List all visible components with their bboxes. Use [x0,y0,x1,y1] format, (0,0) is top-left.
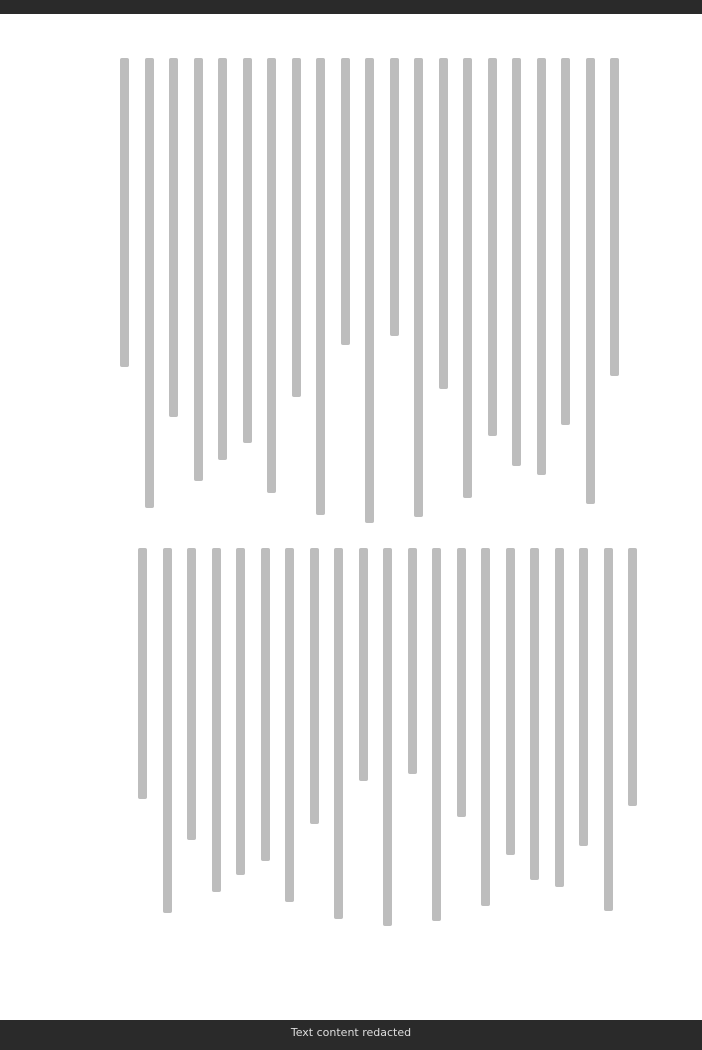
text-line-placeholder [463,58,472,498]
text-line-placeholder [212,548,221,892]
text-line-placeholder [506,548,515,855]
scan-top-border [0,0,702,14]
text-line-placeholder [334,548,343,919]
text-line-placeholder [408,548,417,774]
text-line-placeholder [120,58,129,367]
text-line-placeholder [414,58,423,517]
text-line-placeholder [604,548,613,911]
text-line-placeholder [457,548,466,817]
text-line-placeholder [163,548,172,913]
text-line-placeholder [432,548,441,921]
text-line-placeholder [628,548,637,806]
text-line-placeholder [169,58,178,417]
text-line-placeholder [341,58,350,345]
text-line-placeholder [537,58,546,475]
text-line-placeholder [138,548,147,799]
text-line-placeholder [530,548,539,880]
text-line-placeholder [439,58,448,389]
text-line-placeholder [187,548,196,840]
text-line-placeholder [243,58,252,443]
text-line-placeholder [579,548,588,846]
text-line-placeholder [236,548,245,875]
redaction-notice: Text content redacted [290,1026,412,1039]
text-line-placeholder [488,58,497,436]
text-line-placeholder [316,58,325,515]
text-line-placeholder [610,58,619,376]
text-line-placeholder [285,548,294,902]
text-line-placeholder [310,548,319,824]
text-line-placeholder [292,58,301,397]
text-line-placeholder [481,548,490,906]
text-line-placeholder [586,58,595,504]
text-line-placeholder [365,58,374,523]
text-line-placeholder [383,548,392,926]
text-line-placeholder [145,58,154,508]
text-line-placeholder [218,58,227,460]
text-line-placeholder [261,548,270,861]
text-line-placeholder [359,548,368,781]
text-line-placeholder [194,58,203,481]
text-line-placeholder [561,58,570,425]
text-line-placeholder [512,58,521,466]
text-line-placeholder [555,548,564,887]
text-line-placeholder [267,58,276,493]
text-line-placeholder [390,58,399,336]
